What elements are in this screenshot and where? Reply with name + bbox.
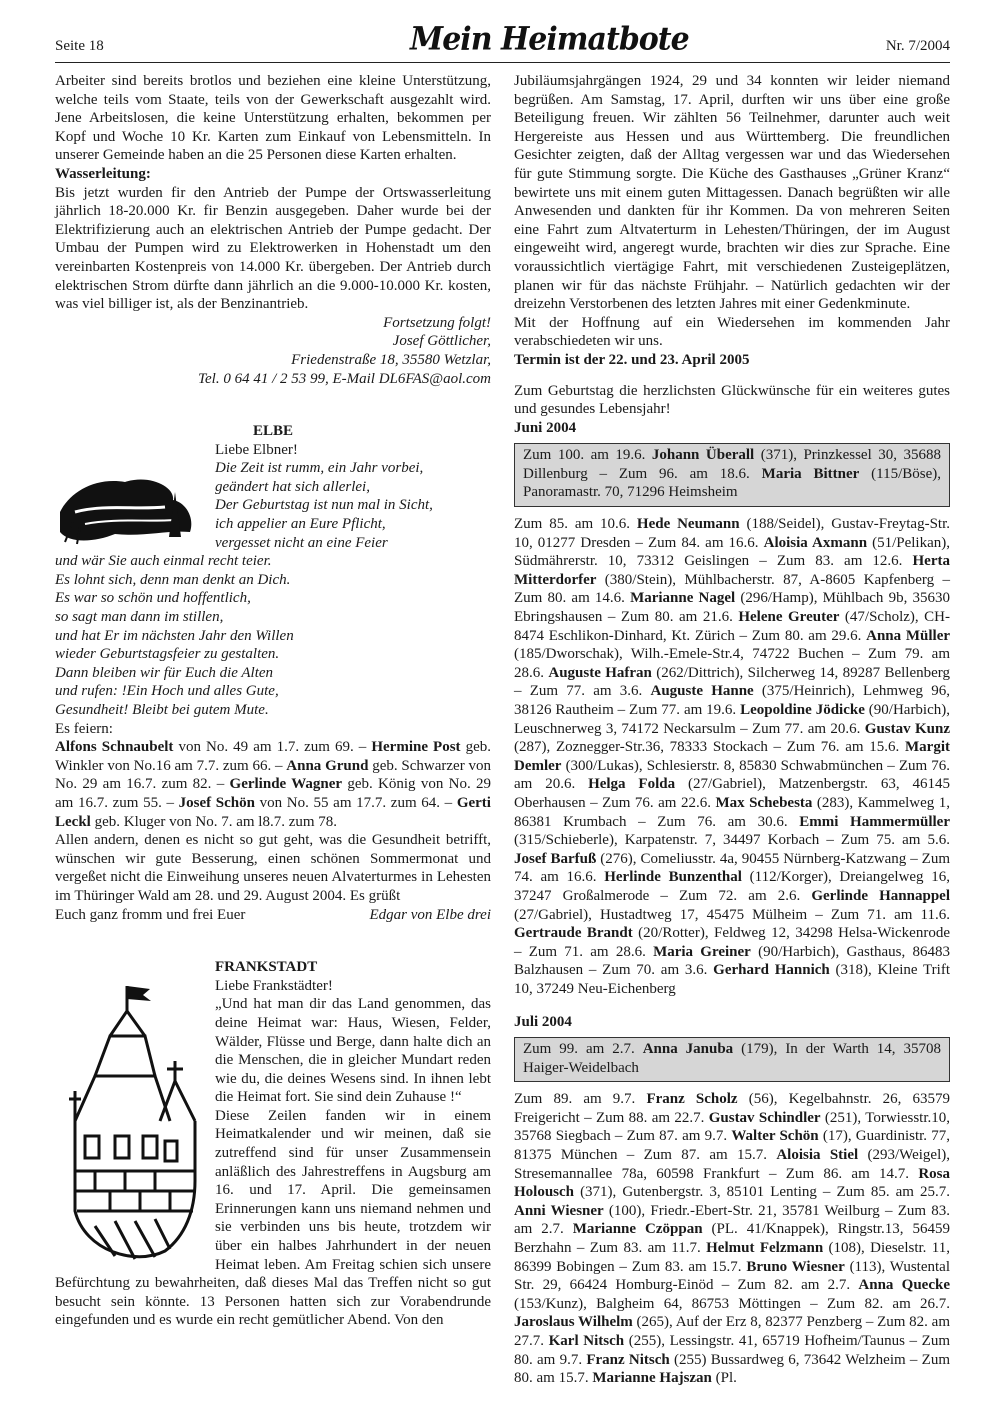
entry-text: geb. Kluger von No. 7. am l8.7. zum 78. [90, 813, 338, 830]
person-name: Hede Neumann [636, 516, 740, 533]
entry-text: geb. Winkler von No.16 am 7.7. zum 66. – [55, 739, 492, 774]
signature-line: Tel. 0 64 41 / 2 53 99, E-Mail DL6FAS@aol.com [198, 370, 491, 387]
page-number: Seite 18 [55, 38, 104, 54]
elbe-letter-top [215, 441, 491, 553]
entry-text: Zum 89. am 9.7. [514, 1091, 647, 1108]
poem-line: Der Geburtstag ist nun mal in Sicht, [215, 497, 433, 514]
entry-text: (293/Weigel), Stresemannallee 78a, 60598 Frankfurt – Zum 86. am 14.7. [514, 1147, 950, 1182]
frankstadt-section [55, 958, 491, 1330]
elbe-title: ELBE [252, 423, 294, 440]
entry-text: (251), Torwiesstr.10, 35768 Siegbach – Zum 87. am 9.7. [514, 1109, 950, 1145]
header-rule [55, 62, 950, 63]
person-name: Gerlinde Wagner [229, 776, 343, 793]
birthday-intro: Zum Geburtstag die herzlichsten Glückwünsche für ein weiteres gutes und gesundes Lebensjahr! [514, 382, 950, 418]
person-name: Alfons Schnaubelt [55, 739, 174, 756]
greeting: Liebe Elbner! [215, 441, 298, 458]
closing-last-line [55, 906, 491, 925]
entry-text: (255), Lessingstr. 41, 65719 Hofheim/Taunus – Zum 80. am 9.7. [514, 1333, 951, 1368]
person-name: Gustav Kunz [864, 720, 950, 737]
article-paragraph: Jubiläumsjahrgängen 1924, 29 und 34 konnten wir leider niemand begrüßen. Am Samstag, 17. April, durften wir uns über eine große Beteiligung freuen. Wir zählten 56 Teilnehmer, darunter auch weit Hergereiste aus Hessen und aus Württemberg. Die freundlichen Gesichter zeigten, daß der Alltag vergessen war und das Wiedersehen für gute Stimmung sorgte. Die Küche des Gasthauses „Grüner Kranz“ bewirtete uns mit einem guten Mittagessen. Danach begrüßten wir alle Anwesenden und dankten für ihr Kommen. Da von mehreren Seiten eine Fahrt zum Altvaterturm in Lehesten/Thüringen, der im August eingeweiht wird, angeregt wurde, brachten wir dies zur Sprache. Eine voraussichtlich viertägige Fahrt, mit verschiedenen Zusteigeplätzen, planen wir für das nächste Frühjahr. – Natürlich gedachten wir der dreizehn Verstorbenen des letzten Jahres mit einer Gedenkminute. [514, 73, 950, 313]
entry-text: geb. Schwarzer von No. 29 am 16.7. zum 82. – [55, 757, 491, 793]
entry-text: (185/Dworschak), Wilh.-Emele-Str.4, 74722 Buchen – Zum 79. am 28.6. [514, 646, 950, 681]
entry-text: (287), Zoznegger-Str.36, 78333 Stockach – Zum 76. am 15.6. [514, 739, 906, 756]
entry-text: (380/Stein), Mühlbacherstr. 87, A-8605 Kapfenberg – Zum 80. am 14.6. [514, 571, 950, 607]
person-name: Maria Greiner [653, 943, 751, 960]
person-name: Aloisia Axmann [763, 534, 868, 551]
poem-line: so sagt man dann im stillen, [55, 609, 224, 626]
birthday-list-june [514, 515, 950, 998]
person-name: Aloisia Stiel [776, 1147, 859, 1164]
greeting: Liebe Frankstädter! [215, 977, 333, 994]
entry-text: (PL. 41/Knappek), Ringstr.13, 56459 Berzhahn – Zum 83. am 11.7. [514, 1221, 950, 1257]
highlight-box-june [514, 443, 950, 507]
issue-number: Nr. 7/2004 [885, 38, 950, 54]
entry-text: (300/Lukas), Schlesierstr. 8, 85830 Schwabmünchen – Zum 76. am 20.6. [514, 757, 950, 793]
celebrants-list [55, 738, 491, 831]
person-name: Anna Grund [286, 757, 369, 774]
poem-line: Dann bleiben wir für Euch die Alten [55, 664, 274, 681]
signature-line: Josef Göttlicher, [392, 333, 491, 350]
person-name: Gerti Leckl [55, 794, 491, 830]
entry-text: (90/Harbich), Leuschnerweg 3, 74172 Neckarsulm – Zum 77. am 20.6. [514, 702, 951, 737]
entry-text: (113), Wustental Str. 29, 66424 Homburg-Einöd – Zum 82. am 2.7. [514, 1258, 950, 1294]
signature [55, 314, 491, 388]
poem-line: ich appelier an Eure Pflicht, [215, 516, 386, 533]
poem-line: vergesset nicht an eine Feier [215, 534, 388, 551]
month-heading-june: Juni 2004 [514, 419, 577, 436]
article-paragraph: Arbeiter sind bereits brotlos und beziehen eine kleine Unterstützung, welche teils vom Staate, teils von der Gewerkschaft ausgezahlt wird. Jene Arbeitslosen, die keine Unterstützung erhalten, bekommen per Kopf und Woche 10 Kr. Karten zum Einkauf von Lebensmitteln. In unserer Gemeinde haben an die 25 Personen diese Karten erhalten. [55, 73, 491, 164]
entry-text: (108), Dieselstr. 11, 86399 Bobingen – Zum 83. am 15.7. [514, 1240, 950, 1275]
entry-text: von No. 55 am 17.7. zum 64. – [254, 794, 457, 811]
entry-text: (255) Bussardweg 6, 73642 Welzheim – Zum 80. am 15.7. [514, 1351, 950, 1387]
person-name: Marianne Czöppan [572, 1221, 703, 1238]
poem [55, 552, 491, 719]
entry-text: (371), Gutenbergstr. 3, 85101 Lenting – Zum 85. am 25.7. [574, 1184, 950, 1201]
person-name: Franz Nitsch [586, 1351, 670, 1368]
person-name: Walter Schön [731, 1128, 819, 1145]
entry-text: (375/Heinrich), Lehmweg 96, 38126 Rautheim – Zum 77. am 19.6. [514, 683, 950, 718]
entry-text: (20/Rotter), Feldweg 12, 34298 Helsa-Wickenrode – Zum 71. am 28.6. [514, 925, 950, 960]
person-name: Anna Januba [642, 1041, 734, 1058]
entry-text: (112/Korger), Dreiangelweg 16, 37247 Großalmerode – Zum 72. am 2.6. [514, 869, 951, 904]
person-name: Helga Folda [588, 776, 676, 793]
entry-text: Zum 100. am 19.6. [523, 447, 652, 464]
person-name: Franz Scholz [646, 1091, 738, 1108]
person-name: Marianne Nagel [630, 590, 736, 607]
person-name: Maria Bittner [761, 465, 860, 482]
poem-line: Es war so schön und hoffentlich, [55, 590, 251, 607]
closing-paragraph: Allen andern, denen es nicht so gut geht, was die Gesundheit betrifft, wünschen wir gute Besserung, einen schönen Sommermonat und vergeßet nicht die Einweihung unseres neuen Alvaterturmes in Lehesten im Thüringer Wald am 28. und 29. August 2004. Es grüßt [55, 832, 491, 904]
section-heading: Wasserleitung: [55, 165, 151, 182]
poem-line: und wär Sie auch einmal recht teier. [55, 553, 272, 570]
poem-line: wieder Geburtstagsfeier zu gestalten. [55, 646, 280, 663]
person-name: Auguste Hafran [548, 664, 652, 681]
month-heading-july: Juli 2004 [514, 1013, 572, 1030]
person-name: Gertraude Brandt [514, 925, 633, 942]
entry-text: (371), Prinzkessel 30, 35688 Dillenburg – Zum 96. am 18.6. [523, 447, 941, 482]
person-name: Helene Greuter [738, 609, 840, 626]
person-name: Herlinde Bunzenthal [604, 869, 742, 886]
entry-text: (56), Kegelbahnstr. 26, 63579 Freigericht – Zum 88. am 22.7. [514, 1091, 950, 1126]
birthday-list-july [514, 1090, 950, 1388]
person-name: Gerhard Hannich [713, 962, 830, 979]
person-name: Bruno Wiesner [746, 1258, 845, 1275]
entry-text: Zum 85. am 10.6. [514, 516, 637, 533]
right-column [514, 72, 950, 1388]
masthead-logo: Mein Heimatbote [410, 21, 689, 58]
person-name: Hermine Post [371, 739, 461, 756]
castle-coat-of-arms-illustration [55, 981, 215, 1271]
entry-text: (100), Friedr.-Ebert-Str. 21, 35781 Weilburg – Zum 83. am 2.7. [514, 1202, 951, 1238]
entry-text: Zum 99. am 2.7. [523, 1041, 643, 1058]
entry-text: (153/Kunz), Balgheim 64, 86753 Möttingen – Zum 82. am 26.7. [514, 1295, 950, 1312]
person-name: Karl Nitsch [548, 1333, 625, 1349]
person-name: Jaroslaus Wilhelm [514, 1314, 633, 1331]
person-name: Anna Quecke [858, 1277, 951, 1294]
closing-text: Euch ganz fromm und frei Euer [55, 906, 246, 923]
author: Edgar von Elbe drei [369, 906, 491, 923]
entry-text: (90/Harbich), Gasthaus, 86483 Balzhausen – Zum 70. am 3.6. [514, 943, 951, 979]
poem-line: und rufen: !Ein Hoch und alles Gute, [55, 683, 279, 700]
person-name: Margit Demler [514, 739, 950, 774]
highlight-box-july [514, 1037, 950, 1082]
person-name: Anni Wiesner [514, 1202, 604, 1219]
person-name: Max Schebesta [715, 794, 813, 811]
celebrate-label: Es feiern: [55, 720, 113, 737]
signature-line: Fortsetzung folgt! [383, 314, 491, 331]
person-name: Leopoldine Jödicke [740, 702, 865, 718]
entry-text: (188/Seidel), Gustav-Freytag-Str. 10, 01277 Dresden – Zum 84. am 16.6. [514, 516, 951, 551]
entry-text: (27/Gabriel), Hustadtweg 17, 45475 Mülheim – Zum 71. am 11.6. [514, 906, 950, 923]
entry-text: geb. König von No. 29 am 16.7. zum 55. – [55, 776, 491, 811]
left-column [55, 72, 491, 1330]
article-paragraph: Mit der Hoffnung auf ein Wiedersehen im kommenden Jahr verabschiedeten wir uns. [514, 314, 950, 350]
person-name: Gerlinde Hannappel [811, 887, 950, 904]
poem-line: geändert hat sich allerlei, [215, 478, 370, 495]
entry-text: (47/Scholz), CH-8474 Eschlikon-Dinhard, Kt. Zürich – Zum 80. am 29.6. [514, 609, 950, 644]
quote-paragraph: „Und hat man dir das Land genommen, das deine Heimat war: Haus, Wiesen, Felder, Wälder, Flüsse und Berge, dann halte dich an die Menschen, die in gleicher Mundart reden wie du, die deines Wesens sind. In ihnen lebt die Heimat fort. Sie sind dein Zuhause !“ [215, 996, 491, 1106]
person-name: Josef Barfuß [514, 850, 597, 867]
poem-line: und hat Er im nächsten Jahr den Willen [55, 627, 294, 644]
signature-line: Friedenstraße 18, 35580 Wetzlar, [291, 351, 491, 368]
entry-text: (265), Auf der Erz 8, 82377 Penzberg – Zum 82. am 27.7. [514, 1314, 951, 1349]
elbe-section [55, 422, 491, 924]
article-paragraph: Diese Zeilen fanden wir in einem Heimatkalender und wir meinen, daß sie zutreffend sind für unser Zusammensein anläßlich des Jahrestreffens in Augsburg am 16. und 17. April. Die gemeinsamen Erinnerungen kann uns niemand nehmen und sie verbinden uns bis heute, trotzdem wir über ein halbes Jahrhundert in der neuen Heimat leben. Am Freitag schien sich unsere Befürchtung zu bewahrheiten, daß dieses Mal das Treffen nicht so gut besucht sein könnte. 13 Personen hatten sich zur Vorabendrunde eingefunden und es wurde ein recht gemütlicher Abend. Von den [55, 1107, 491, 1329]
entry-text: (296/Hamp), Mühlbach 9b, 35630 Ebringshausen – Zum 80. am 21.6. [514, 590, 951, 626]
entry-text: (315/Schieberle), Karpatenstr. 7, 34497 Korbach – Zum 75. am 5.6. [514, 832, 950, 849]
poem-line: Es lohnt sich, denn man denkt an Dich. [55, 571, 291, 588]
entry-text: (318), Kleine Trift 10, 37249 Neu-Eichenberg [514, 962, 950, 997]
entry-text: (51/Pelikan), Südmährerstr. 10, 73312 Geislingen – Zum 83. am 12.6. [514, 534, 951, 570]
entry-text: (17), Guardinistr. 77, 81375 München – Zum 87. am 15.7. [514, 1128, 950, 1164]
entry-text: (27/Gabriel), Matzenbergstr. 63, 46145 Oberhausen – Zum 76. am 22.6. [514, 776, 951, 811]
person-name: Marianne Hajszan [592, 1370, 712, 1387]
person-name: Anna Müller [866, 627, 951, 644]
person-name: Gustav Schindler [708, 1109, 821, 1126]
next-meeting-date: Termin ist der 22. und 23. April 2005 [514, 351, 750, 368]
person-name: Johann Überall [651, 447, 755, 464]
landscape-illustration [55, 472, 205, 547]
person-name: Emmi Hammermüller [799, 813, 951, 830]
entry-text: (179), In der Warth 14, 35708 Haiger-Weidelbach [523, 1041, 941, 1076]
person-name: Rosa Holousch [514, 1165, 950, 1201]
frankstadt-title: FRANKSTADT [215, 959, 318, 976]
person-name: Josef Schön [178, 794, 255, 811]
entry-text: (276), Comeliusstr. 4a, 90455 Nürnberg-Katzwang – Zum 74. am 16.6. [514, 850, 950, 886]
person-name: Auguste Hanne [650, 683, 754, 700]
entry-text: (Pl. [711, 1370, 737, 1387]
person-name: Helmut Felzmann [706, 1240, 824, 1257]
article-paragraph: Bis jetzt wurden fir den Antrieb der Pumpe der Ortswasserleitung jährlich 18-20.000 Kr. fir Benzin ausgegeben. Daher wurde bei der Elektrifizierung auch an elektrischen Antrieb der Pumpe gedacht. Der Umbau der Pumpen wird zu Elektrowerken in Hohenstadt um den vereinbarten Kostenpreis von 14.000 Kr. übergeben. Der Antrieb durch elektrischen Strom dürfte dann jährlich an die 9.000-10.000 Kr. kosten, was viel billiger ist, als der Benzinantrieb. [55, 184, 491, 313]
entry-text: (283), Kammelweg 1, 86381 Krumbach – Zum 76. am 30.6. [514, 794, 950, 830]
entry-text: (115/Böse), Panoramastr. 70, 71296 Heimsheim [523, 465, 942, 501]
entry-text: von No. 49 am 1.7. zum 69. – [173, 739, 372, 756]
entry-text: (262/Dittrich), Silcherweg 14, 89287 Bellenberg – Zum 77. am 3.6. [514, 664, 951, 700]
person-name: Herta Mitterdorfer [514, 553, 950, 588]
poem-line: Die Zeit ist rumm, ein Jahr vorbei, [215, 460, 424, 477]
poem-line: Gesundheit! Bleibt bei gutem Mute. [55, 702, 269, 718]
